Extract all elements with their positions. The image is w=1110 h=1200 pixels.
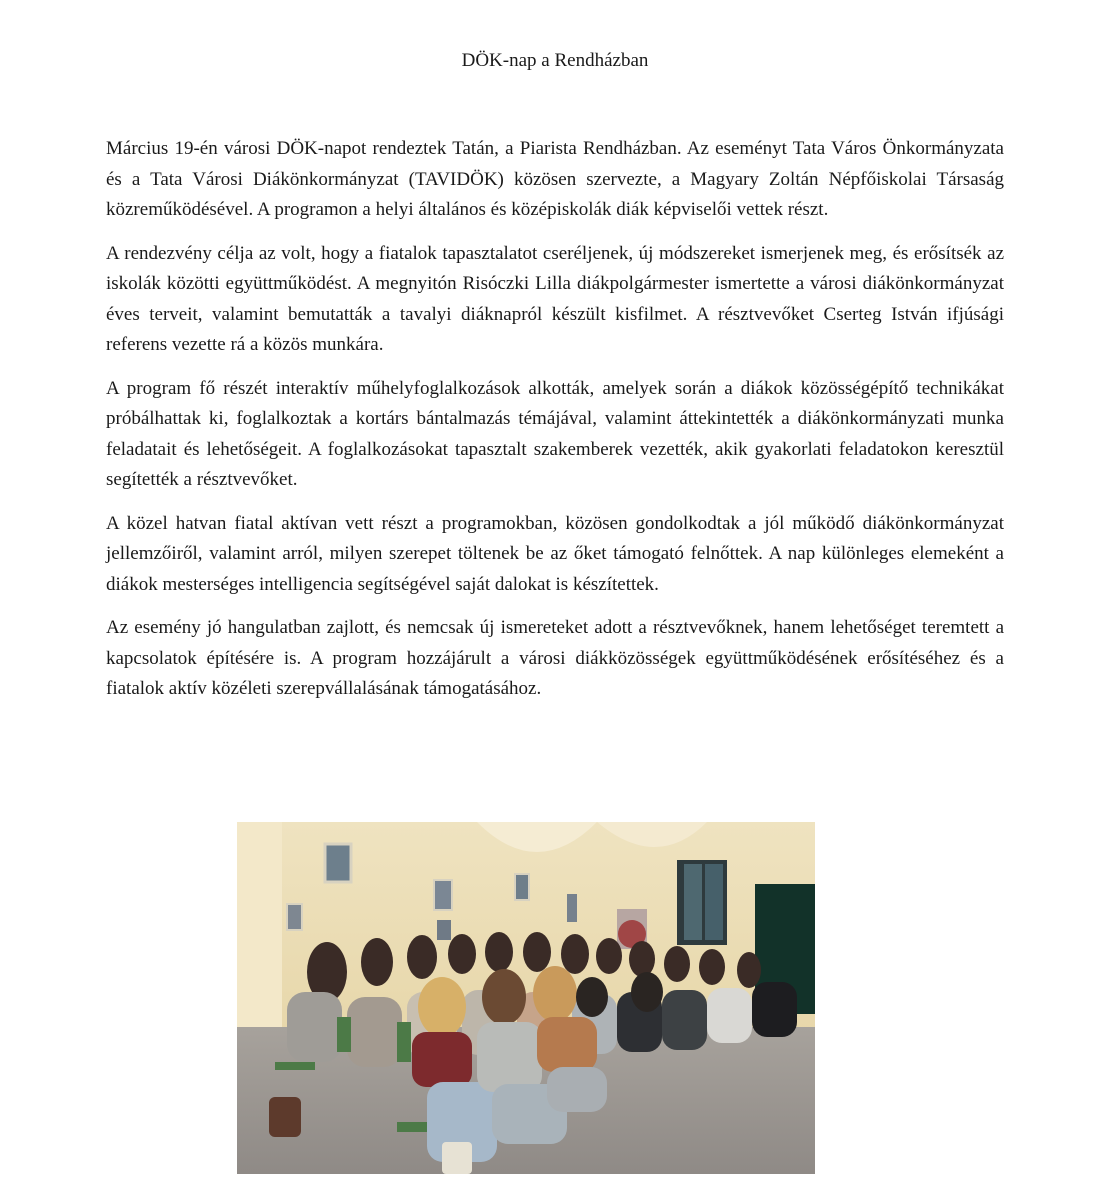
wall-picture [325, 844, 351, 882]
front-student [412, 1032, 472, 1087]
paragraph-2: A rendezvény célja az volt, hogy a fiatalok tapasztalatot cseréljenek, új módszereket ismerjenek meg, és erősítsék az iskolák közötti együttműködést. A megnyitón Risóczki Lilla diákpolgármester ismertette a városi diákönkormányzat éves terveit, valamint bemutatták a tavalyi diáknapról készült kisfilmet. A résztvevőket Cserteg István ifjúsági referens vezette rá a közös munkára. [106, 242, 1004, 355]
paragraph-4: A közel hatvan fiatal aktívan vett részt a programokban, közösen gondolkodtak a jól működő diákönkormányzat jellemzőiről, valamint arról, milyen szerepet töltenek be az őket támogató felnőttek. A nap különleges elemeként a diákok mesterséges intelligencia segítségével saját dalokat is készítettek. [106, 512, 1004, 595]
article-body [106, 134, 1004, 718]
event-photo [237, 822, 815, 1174]
paragraph-1: Március 19-én városi DÖK-napot rendeztek Tatán, a Piarista Rendházban. Az eseményt Tata Város Önkormányzata és a Tata Városi Diákönkormányzat (TAVIDÖK) közösen szervezte, a Magyary Zoltán Népfőiskolai Társaság közreműködésével. A programon a helyi általános és középiskolák diák képviselői vettek részt. [106, 138, 1004, 220]
document-title: DÖK-nap a Rendházban [461, 50, 649, 71]
paragraph-3: A program fő részét interaktív műhelyfoglalkozások alkották, amelyek során a diákok közösségépítő technikákat próbálhattak ki, foglalkoztak a kortárs bántalmazás témájával, valamint áttekintették a diákönkormányzati munka feladatait és lehetőségeit. A foglalkozásokat tapasztalt szakemberek vezették, akik gyakorlati feladatokon keresztül segítették a résztvevőket. [106, 377, 1004, 490]
event-photo-illustration [237, 822, 815, 1174]
paragraph-5: Az esemény jó hangulatban zajlott, és nemcsak új ismereteket adott a résztvevőknek, hanem lehetőséget teremtett a kapcsolatok építésére is. A program hozzájárult a városi diákközösségek együttműködésének erősítéséhez és a fiatalok aktív közéleti szerepvállalásának támogatásához. [106, 617, 1004, 699]
